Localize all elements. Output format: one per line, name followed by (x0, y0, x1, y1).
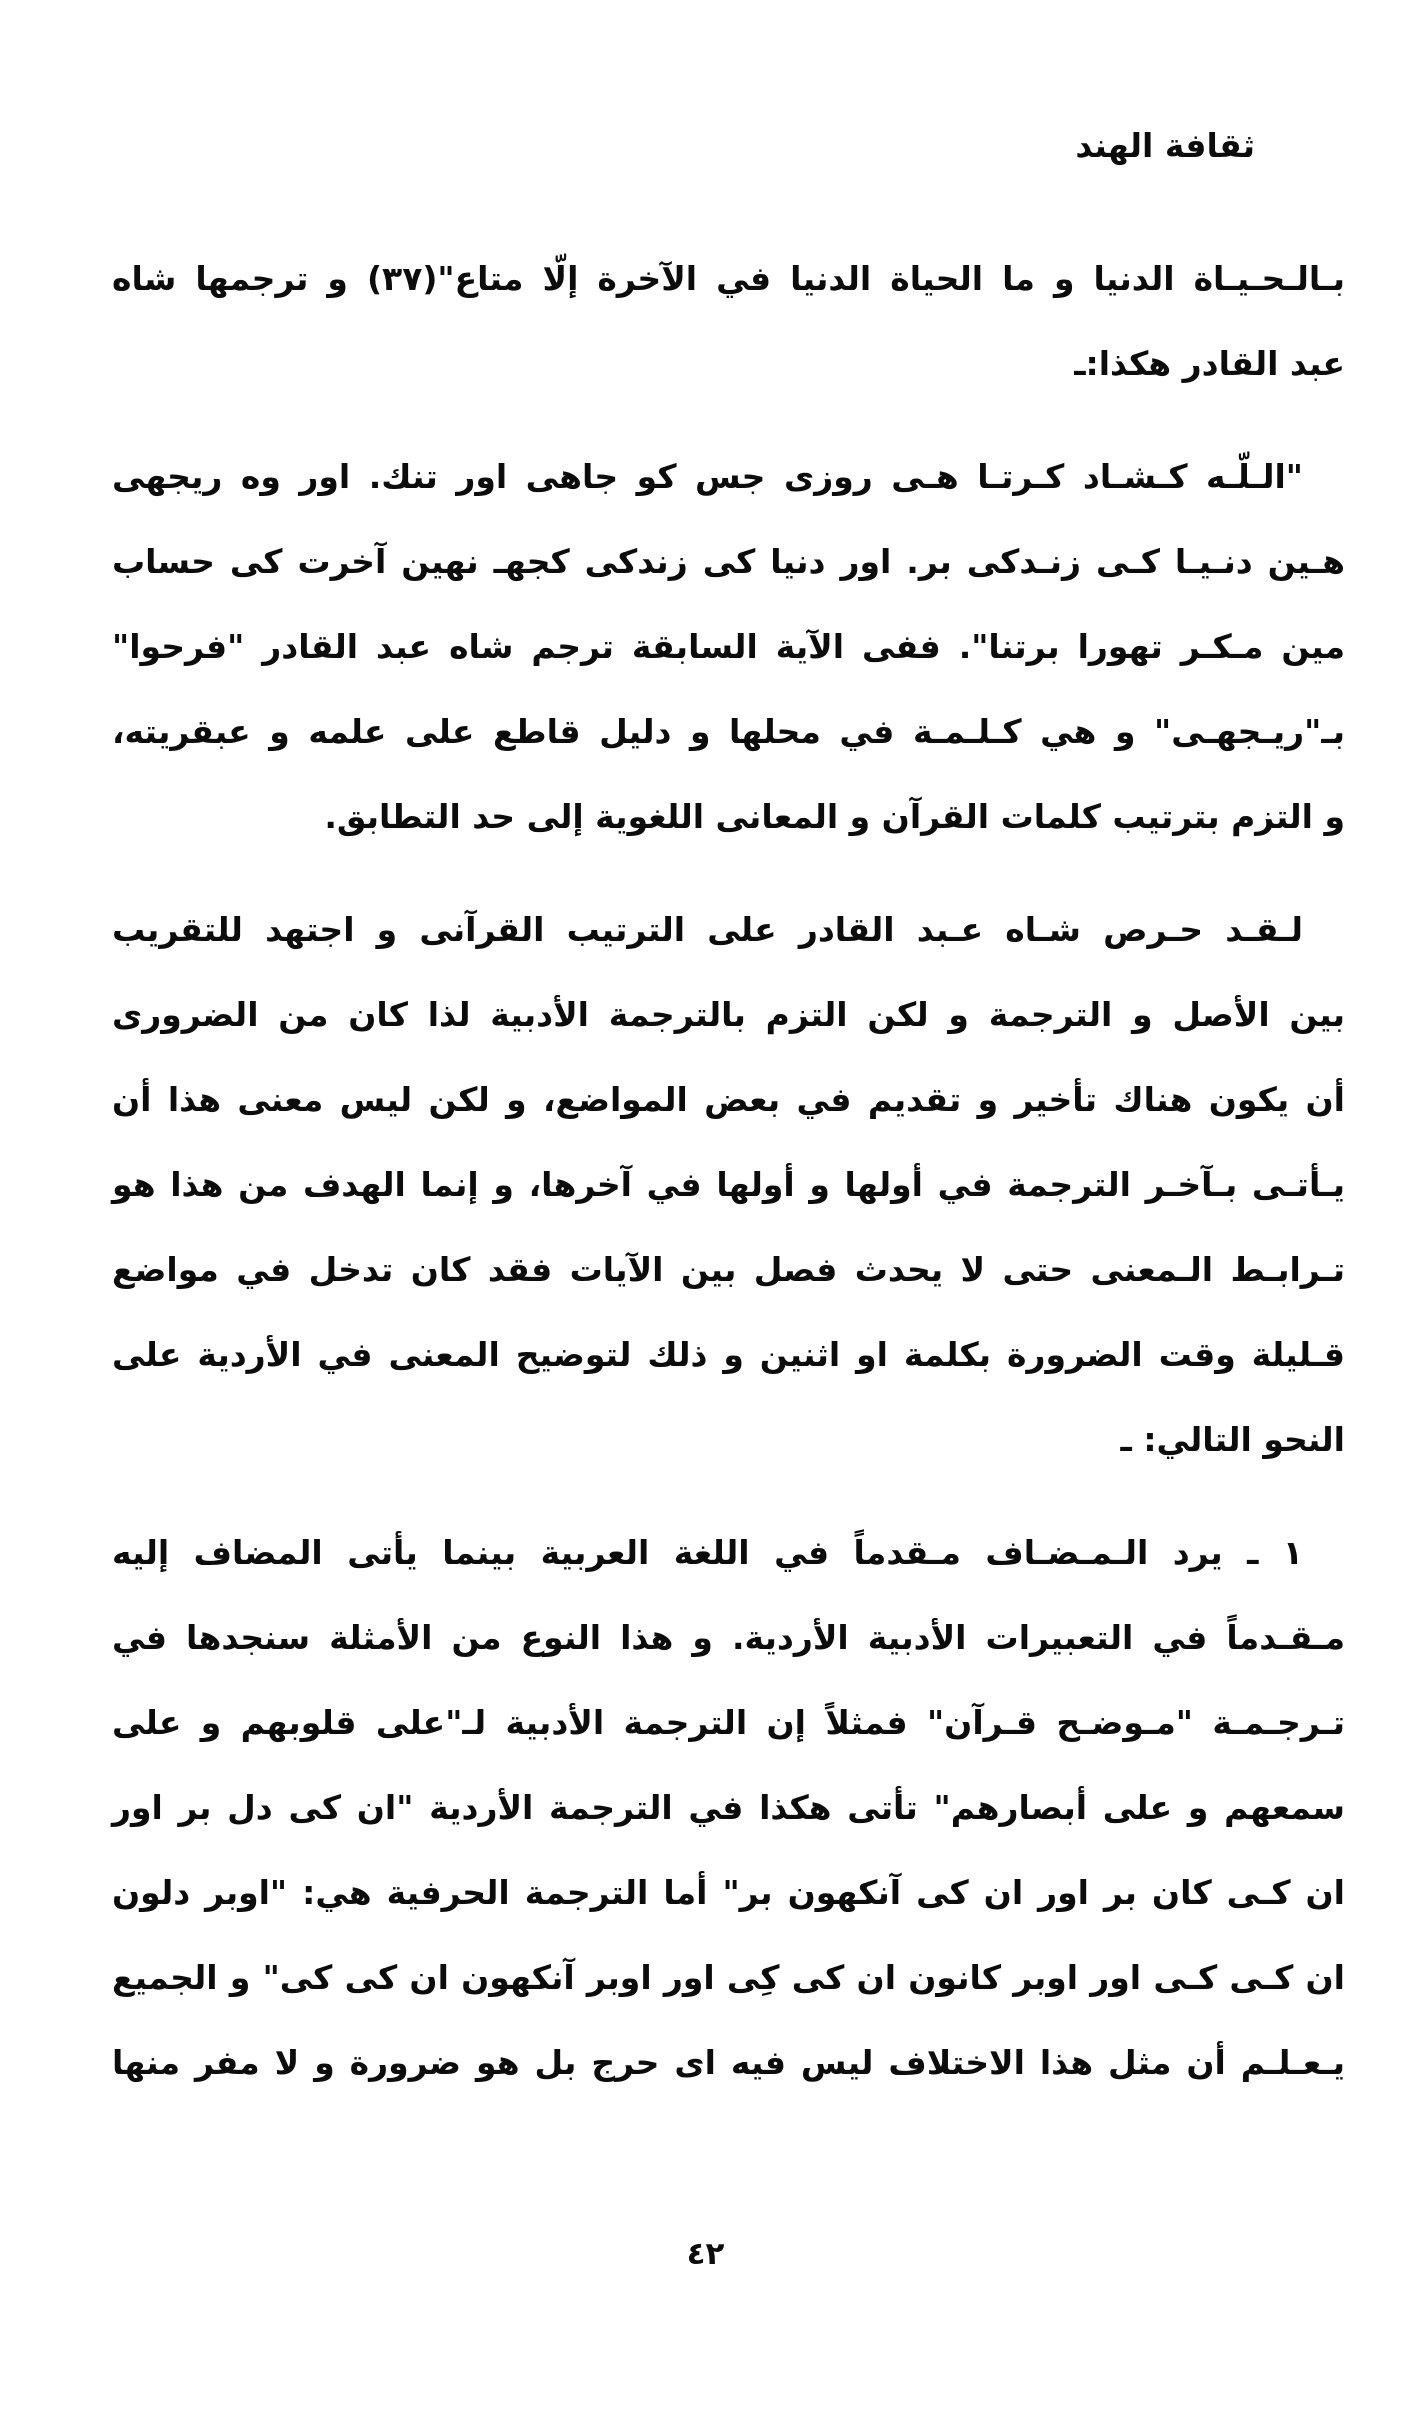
text-line: تـرابـط الـمعنى حتى لا يحدث فصل بين الآيات فقد كان تدخل في مواضع (112, 1250, 1345, 1289)
paragraph (112, 236, 1345, 406)
paragraph (112, 1510, 1345, 2105)
text-line: بـ"ريـجهـى" و هي كـلـمـة في محلها و دليل قاطع على علمه و عبقريته، (112, 712, 1345, 751)
text-line: عبد القادر هكذا:ـ (1074, 344, 1345, 383)
text-line: يـعـلـم أن مثل هذا الاختلاف ليس فيه اى حرج بل هو ضرورة و لا مفر منها (112, 2043, 1345, 2082)
text-line: سمعهم و على أبصارهم" تأتى هكذا في الترجمة الأردية "ان كى دل بر اور (112, 1788, 1345, 1827)
paragraph (112, 434, 1345, 859)
text-line: ان كـى كـى اور اوبر كانون ان كى كِى اور اوبر آنكهون ان كى كى" و الجميع (112, 1958, 1345, 1997)
text-line: "الـلّـه كـشـاد كـرتـا هـى روزى جس كو جاهى اور تنك. اور وه ريجهى (112, 457, 1303, 496)
text-line: النحو التالي: ـ (1120, 1420, 1345, 1459)
text-line: بين الأصل و الترجمة و لكن التزم بالترجمة الأدبية لذا كان من الضرورى (112, 995, 1345, 1034)
text-line: ١ ـ يرد الـمـضـاف مـقدماً في اللغة العربية بينما يأتى المضاف إليه (112, 1533, 1303, 1572)
text-body (112, 236, 1345, 2133)
page-header: ثقافة الهند (1075, 126, 1255, 165)
page-number: ٤٢ (686, 2236, 725, 2272)
text-line: و التزم بترتيب كلمات القرآن و المعانى اللغوية إلى حد التطابق. (324, 797, 1345, 836)
text-line: بـالـحـيـاة الدنيا و ما الحياة الدنيا في الآخرة إلّا متاع"(٣٧) و ترجمها شاه (112, 259, 1345, 298)
text-line: يـأتـى بـآخـر الترجمة في أولها و أولها في آخرها، و إنما الهدف من هذا هو (112, 1165, 1345, 1204)
text-line: مين مـكـر تهورا برتنا". ففى الآية السابقة ترجم شاه عبد القادر "فرحوا" (112, 627, 1345, 666)
text-line: أن يكون هناك تأخير و تقديم في بعض المواضع، و لكن ليس معنى هذا أن (112, 1080, 1345, 1119)
text-line: قـليلة وقت الضرورة بكلمة او اثنين و ذلك لتوضيح المعنى في الأردية على (112, 1335, 1345, 1374)
text-line: مـقـدماً في التعبيرات الأدبية الأردية. و هذا النوع من الأمثلة سنجدها في (112, 1618, 1345, 1657)
text-line: هـين دنـيـا كـى زنـدكى بر. اور دنيا كى زندكى كجهـ نهين آخرت كى حساب (112, 542, 1345, 581)
text-line: ان كـى كان بر اور ان كى آنكهون بر" أما الترجمة الحرفية هي: "اوبر دلون (112, 1873, 1345, 1912)
paragraph (112, 887, 1345, 1482)
text-line: تـرجـمـة "مـوضـح قـرآن" فمثلاً إن الترجمة الأدبية لـ"على قلوبهم و على (112, 1703, 1345, 1742)
text-line: لـقـد حـرص شـاه عـبد القادر على الترتيب القرآنى و اجتهد للتقريب (112, 910, 1303, 949)
